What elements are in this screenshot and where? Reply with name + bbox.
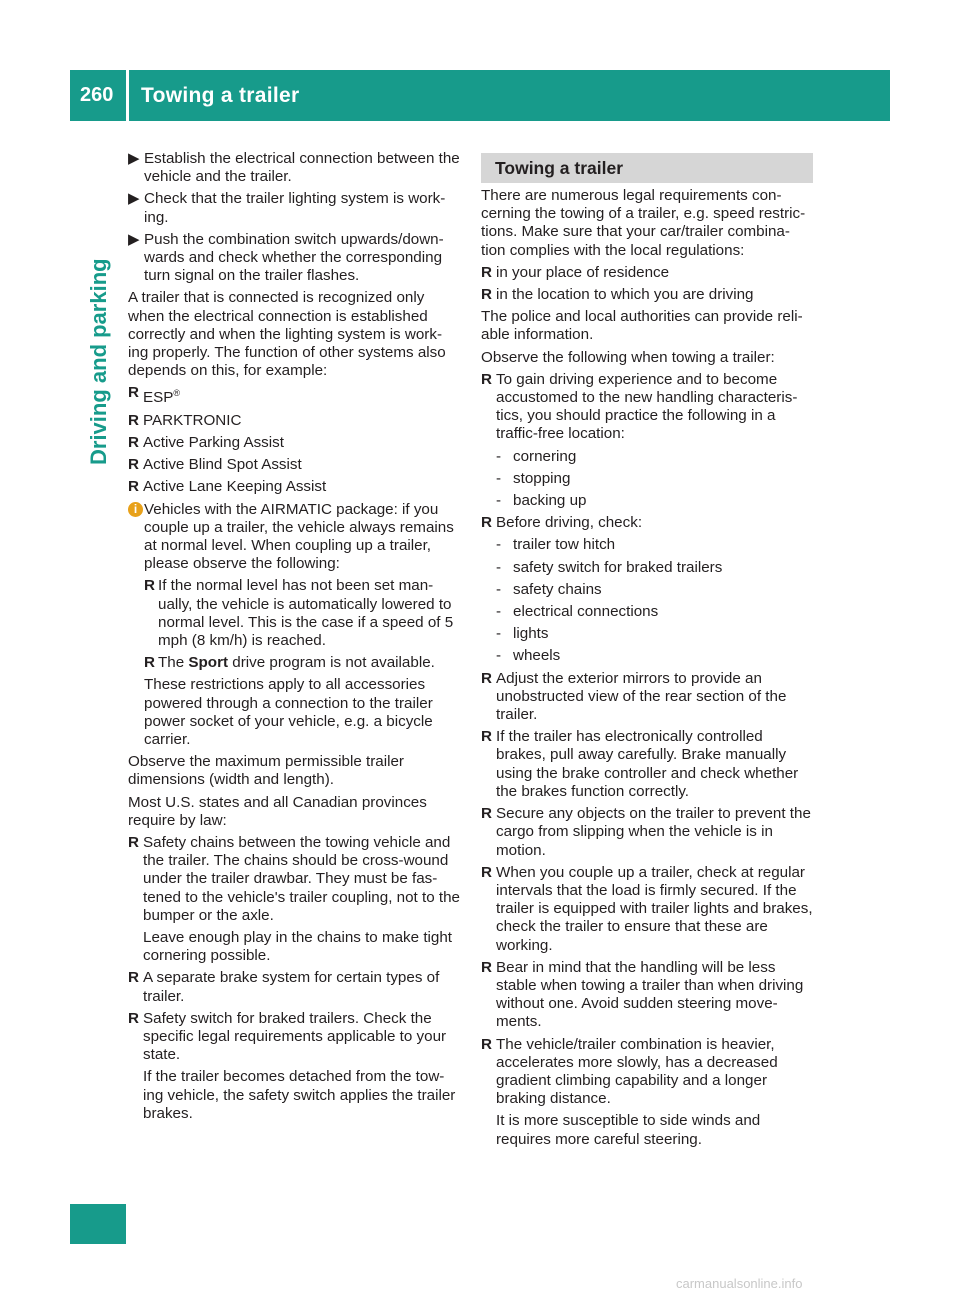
list-item: [481, 286, 813, 304]
list-item-text: Active Lane Keeping Assist: [143, 478, 327, 496]
header-separator: [126, 70, 129, 121]
note-item-text-post: drive program is not available.: [228, 654, 435, 672]
note-intro: Vehicles with the AIRMATIC package: if you couple up a trailer, the vehicle always remains at normal level. When coupling up a trailer, please observe the following:: [144, 500, 454, 573]
sub-item-text: lights: [513, 625, 549, 643]
list-item-text: PARKTRONIC: [143, 411, 242, 429]
list-item: [481, 805, 813, 860]
bullet-icon: R: [144, 577, 155, 595]
paragraph: A trailer that is connected is recognized only when the electrical connection is established correctly and when the lighting system is work-ing properly. The function of other systems also depends on this, for example:: [128, 289, 446, 380]
paragraph: There are numerous legal requirements con-cerning the towing of a trailer, e.g. speed restric-tions. Make sure that your car/trailer combina-tion complies with the local regulations:: [481, 187, 806, 259]
bullet-icon: R: [128, 456, 139, 474]
list-item-text: Adjust the exterior mirrors to provide an unobstructed view of the rear section of the trailer.: [496, 669, 787, 724]
bullet-icon: R: [481, 263, 492, 281]
step-text: Establish the electrical connection between the vehicle and the trailer.: [144, 150, 460, 186]
bullet-icon: R: [128, 833, 139, 851]
sub-list-item: [481, 492, 813, 510]
paragraph: Observe the following when towing a trailer:: [481, 348, 775, 366]
list-item-continuation: Leave enough play in the chains to make tight cornering possible.: [143, 928, 453, 965]
list-item-text: Active Blind Spot Assist: [143, 456, 302, 474]
dash-icon: -: [496, 558, 502, 576]
side-tab-label: Driving and parking: [86, 258, 111, 465]
dash-icon: -: [496, 492, 502, 510]
sub-list-item: [481, 470, 813, 488]
sub-list-item: [481, 559, 813, 577]
instruction-step: [128, 150, 461, 186]
list-item-text: Bear in mind that the handling will be less stable when towing a trailer than when driving without one. Avoid sudden steering move-ments.: [496, 958, 804, 1031]
sub-item-text: safety chains: [513, 580, 602, 598]
list-item-text: Before driving, check:: [496, 514, 643, 532]
note-list-item: [144, 654, 461, 672]
left-column: [128, 150, 461, 1127]
bullet-icon: R: [481, 286, 492, 304]
list-item-text: ESP: [143, 389, 174, 407]
dash-icon: -: [496, 536, 502, 554]
list-item-text: Active Parking Assist: [143, 433, 284, 451]
list-item: [128, 478, 461, 496]
dash-icon: -: [496, 603, 502, 621]
list-item-text: A separate brake system for certain types of trailer.: [143, 969, 440, 1005]
section-heading: Towing a trailer: [481, 153, 813, 183]
sub-list-item: [481, 536, 813, 554]
bullet-icon: R: [481, 728, 492, 746]
sub-list-item: [481, 581, 813, 599]
sub-item-text: stopping: [513, 469, 571, 487]
sub-item-text: wheels: [513, 647, 561, 665]
dash-icon: -: [496, 647, 502, 665]
list-item: [128, 384, 461, 407]
list-item: [481, 959, 813, 1032]
bullet-icon: R: [481, 514, 492, 532]
sub-item-text: trailer tow hitch: [513, 536, 616, 554]
list-item-continuation: It is more susceptible to side winds and requires more careful steering.: [496, 1112, 761, 1148]
sub-item-text: backing up: [513, 492, 587, 510]
right-column: [481, 150, 813, 1153]
paragraph: Most U.S. states and all Canadian provinces require by law:: [128, 793, 427, 829]
step-text: Check that the trailer lighting system is work-ing.: [144, 190, 446, 226]
registered-mark: ®: [173, 388, 181, 399]
list-item: [481, 670, 813, 725]
info-icon: i: [128, 502, 143, 517]
dash-icon: -: [496, 447, 502, 465]
dash-icon: -: [496, 580, 502, 598]
note-outro: These restrictions apply to all accessories powered through a connection to the trailer power socket of your vehicle, e.g. a bicycle carrier.: [144, 676, 433, 748]
bullet-icon: R: [128, 384, 139, 402]
list-item: [128, 1010, 461, 1123]
bullet-icon: R: [144, 654, 155, 672]
note-item-text: If the normal level has not been set man-ually, the vehicle is automatically lowered to normal level. This is the case if a speed of 5 mph (8 km/h) is reached.: [158, 577, 454, 649]
note-item-text-pre: The: [158, 654, 189, 672]
list-item-text: Secure any objects on the trailer to prevent the cargo from slipping when the vehicle is in motion.: [496, 805, 811, 859]
side-tab-block: [70, 1204, 126, 1244]
list-item: [481, 728, 813, 801]
list-item: [481, 1036, 813, 1149]
list-item: [128, 412, 461, 430]
bullet-icon: R: [481, 863, 492, 881]
instruction-step: [128, 190, 461, 226]
list-item-text: in the location to which you are driving: [496, 286, 754, 304]
sub-list-item: [481, 603, 813, 621]
list-item: [481, 514, 813, 532]
step-arrow-icon: ▶︎: [128, 190, 140, 208]
bullet-icon: R: [481, 669, 492, 687]
list-item-text: If the trailer has electronically controlled brakes, pull away carefully. Brake manually using the brake controller and check whether the brakes function correctly.: [496, 728, 799, 800]
bullet-icon: R: [481, 1035, 492, 1053]
list-item: [128, 434, 461, 452]
bullet-icon: R: [128, 1009, 139, 1027]
list-item-text: in your place of residence: [496, 263, 670, 281]
list-item: [481, 264, 813, 282]
bullet-icon: R: [128, 433, 139, 451]
list-item-text: The vehicle/trailer combination is heavier, accelerates more slowly, has a decreased gradient climbing capability and a longer braking distance.: [496, 1035, 778, 1108]
bullet-icon: R: [481, 805, 492, 823]
list-item-text: Safety chains between the towing vehicle and the trailer. The chains should be cross-wound under the trailer drawbar. They must be fas-tened to the vehicle's trailer coupling, not to the bumper or the axle.: [143, 833, 460, 924]
sub-list-item: [481, 625, 813, 643]
list-item-continuation: If the trailer becomes detached from the tow-ing vehicle, the safety switch applies the trailer brakes.: [143, 1068, 456, 1122]
info-note: [128, 501, 461, 750]
list-item: [481, 864, 813, 955]
sub-list-item: [481, 647, 813, 665]
list-item-text: To gain driving experience and to become accustomed to the new handling characteris-tics, you should practice the following in a traffic-free location:: [496, 370, 798, 443]
page-title: Towing a trailer: [141, 84, 300, 107]
paragraph: The police and local authorities can provide reli-able information.: [481, 308, 803, 344]
dash-icon: -: [496, 469, 502, 487]
step-arrow-icon: ▶︎: [128, 150, 140, 167]
note-item-bold: Sport: [188, 654, 229, 672]
sub-item-text: cornering: [513, 447, 577, 465]
bullet-icon: R: [128, 411, 139, 429]
bullet-icon: R: [128, 969, 139, 987]
instruction-step: [128, 231, 461, 286]
bullet-icon: R: [128, 478, 139, 496]
list-item-text: When you couple up a trailer, check at regular intervals that the load is firmly secured. If the trailer is equipped with trailer lights and brakes, check the trailer to ensure that these are working.: [496, 863, 813, 954]
list-item: [128, 834, 461, 965]
step-text: Push the combination switch upwards/down-wards and check whether the corresponding turn signal on the trailer flashes.: [144, 230, 444, 285]
list-item: [128, 456, 461, 474]
note-list-item: [144, 577, 461, 650]
dash-icon: -: [496, 625, 502, 643]
bullet-icon: R: [481, 958, 492, 976]
paragraph: Observe the maximum permissible trailer dimensions (width and length).: [128, 753, 404, 789]
watermark: carmanualsonline.info: [676, 1276, 803, 1291]
list-item: [128, 969, 461, 1005]
list-item: [481, 371, 813, 444]
sub-list-item: [481, 448, 813, 466]
sub-item-text: electrical connections: [513, 603, 659, 621]
list-item-text: Safety switch for braked trailers. Check the specific legal requirements applicable to your state.: [143, 1009, 447, 1064]
step-arrow-icon: ▶︎: [128, 230, 140, 248]
sub-item-text: safety switch for braked trailers: [513, 558, 723, 576]
bullet-icon: R: [481, 370, 492, 388]
page-number: 260: [80, 84, 114, 106]
